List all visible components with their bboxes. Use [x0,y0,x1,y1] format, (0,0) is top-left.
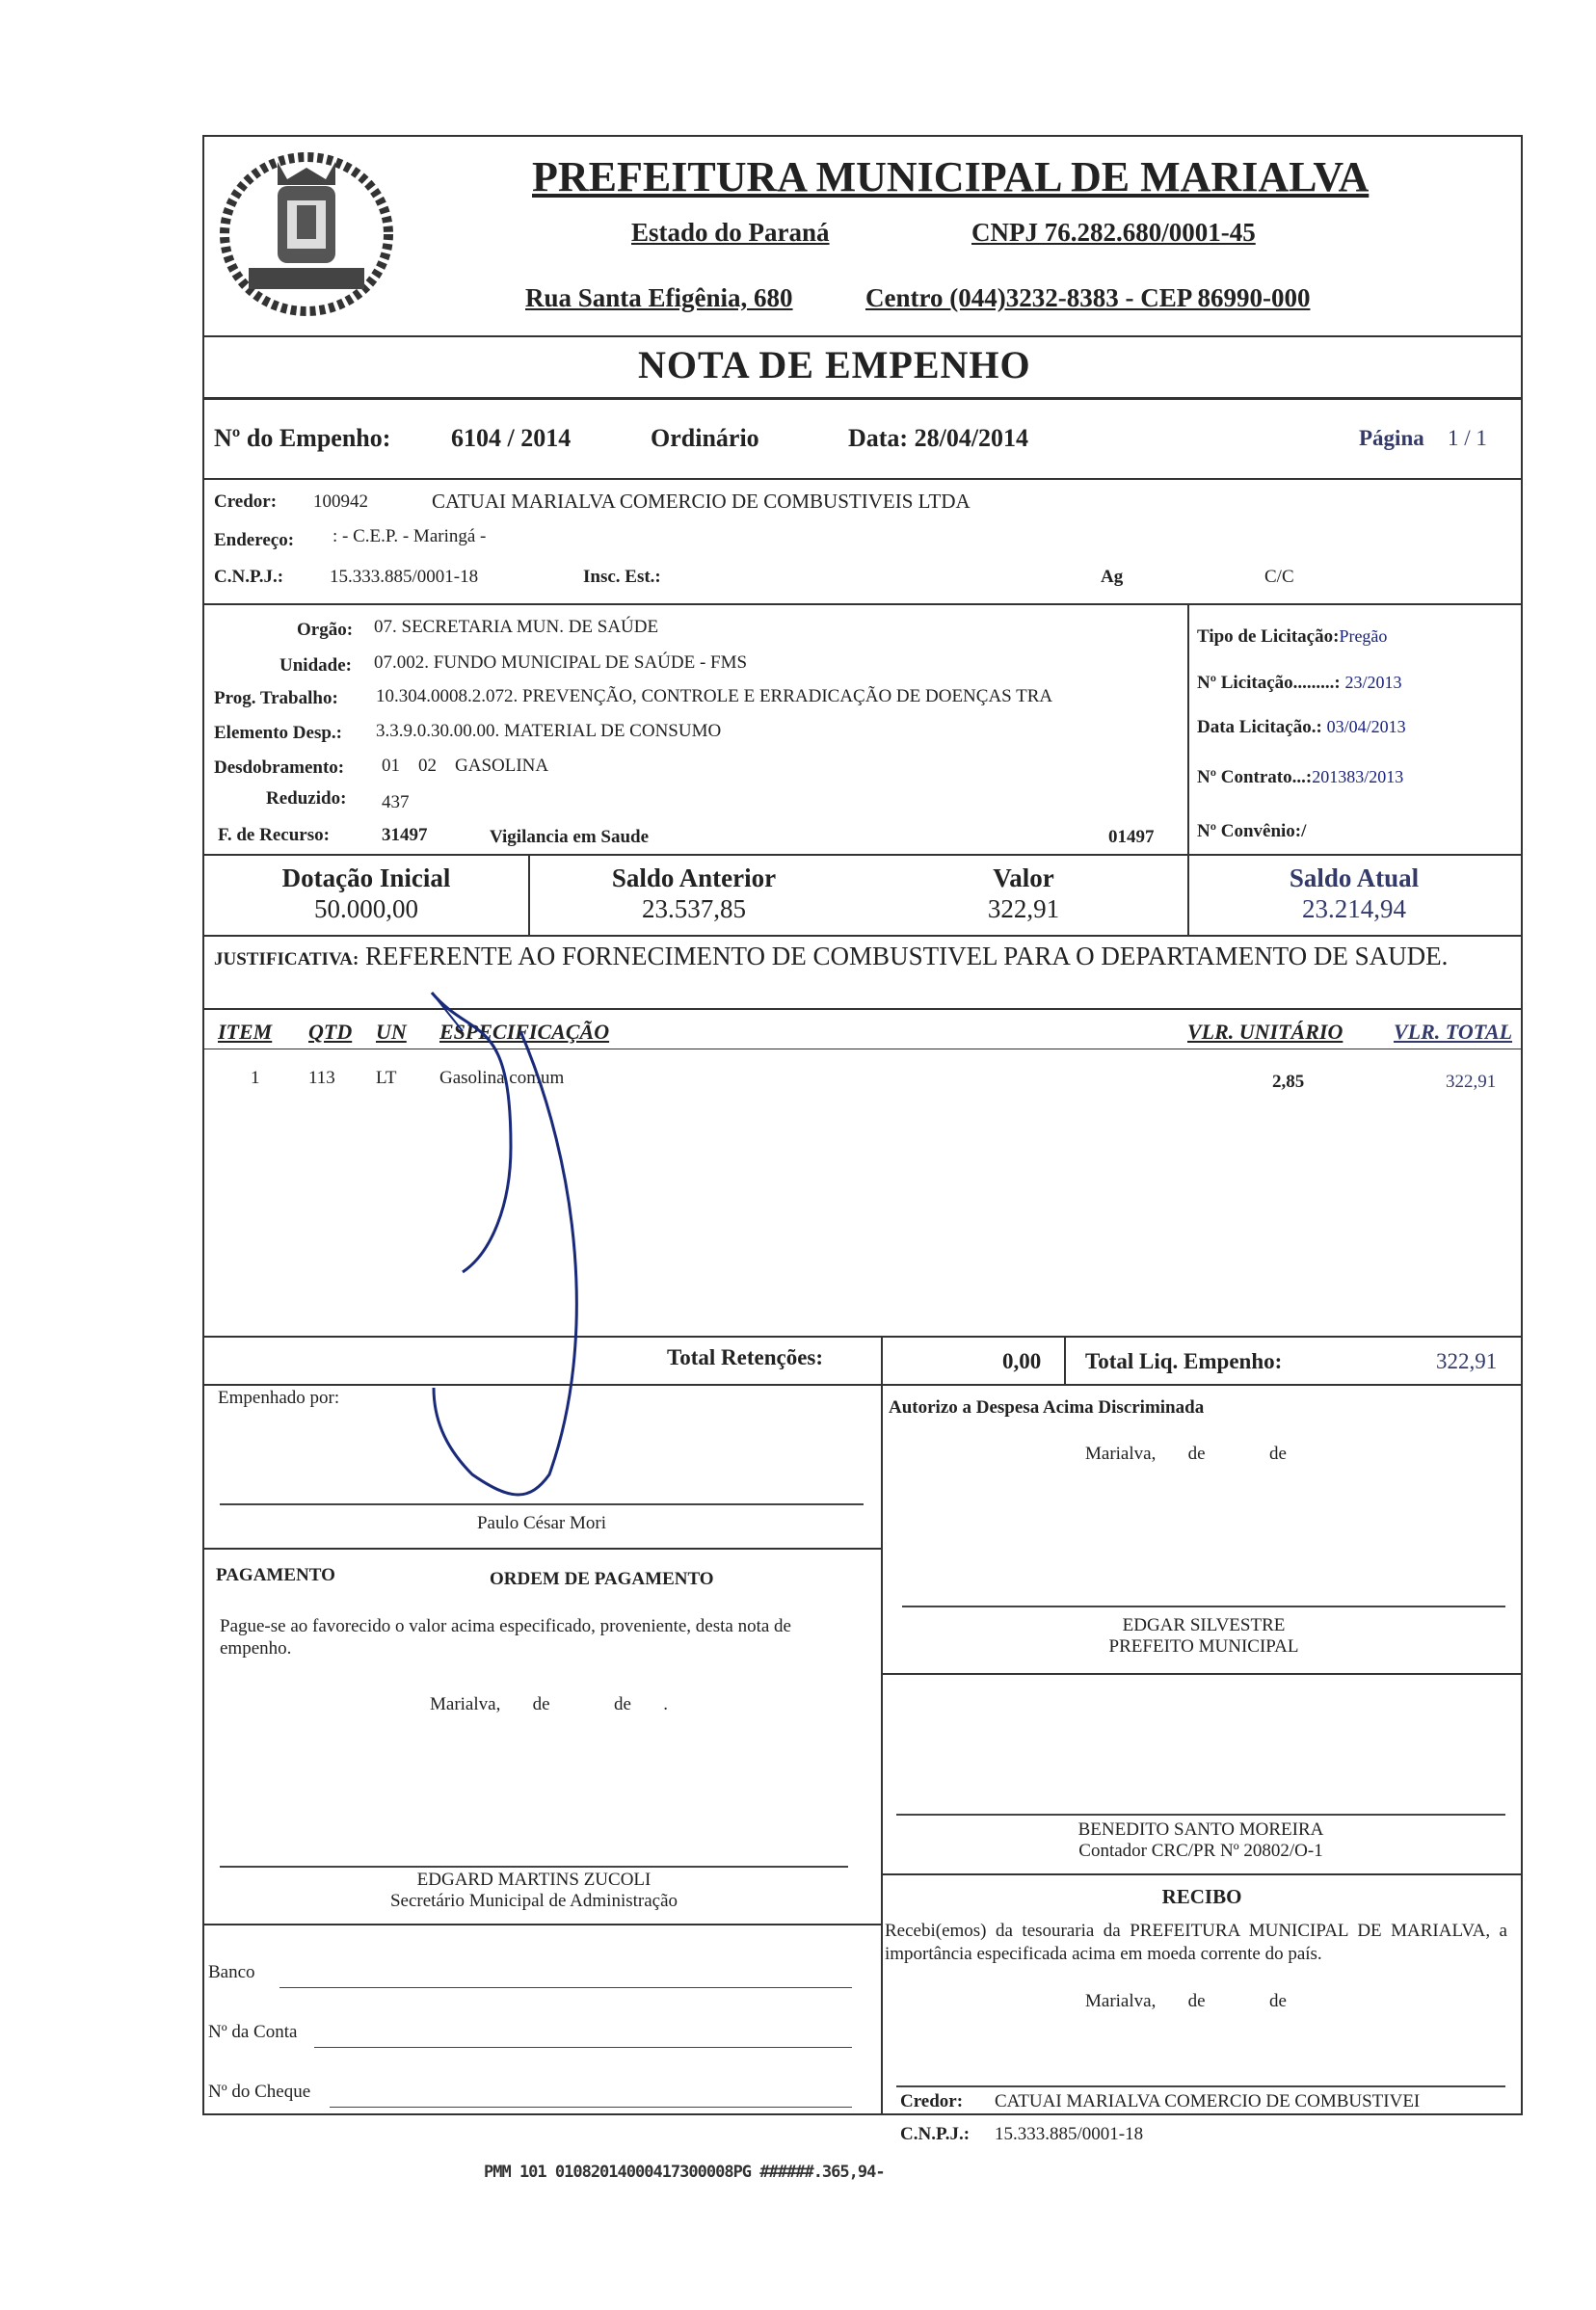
liq-value: 322,91 [1436,1349,1498,1373]
recurso-desc: Vigilancia em Saude [490,827,650,847]
address-label: Rua Santa Efigênia, 680 [525,283,793,312]
justificativa-text: REFERENTE AO FORNECIMENTO DE COMBUSTIVEL PARA O DEPARTAMENTO DE SAUDE. [365,942,1449,970]
conta-label: Nº da Conta [208,2022,298,2042]
licitacao-numero-value: 23/2013 [1344,673,1402,692]
contrato-value: 201383/2013 [1312,767,1404,786]
creditor-code: 100942 [313,491,368,512]
divider [881,1336,883,1384]
secretario-name: EDGARD MARTINS ZUCOLI [416,1870,652,1890]
document-title: NOTA DE EMPENHO [638,343,1031,386]
divider [881,1873,1523,1875]
recurso-code: 01497 [1108,827,1155,847]
empenho-type: Ordinário [651,424,759,452]
creditor-name: CATUAI MARIALVA COMERCIO DE COMBUSTIVEIS LTDA [432,490,971,513]
recibo-text: Recebi(emos) da tesouraria da PREFEITURA MUNICIPAL DE MARIALVA, a importância especificada acima em moeda corrente do país. [885,1921,1507,1964]
address-field: : - C.E.P. - Maringá - [332,526,487,546]
contador-title: Contador CRC/PR Nº 20802/O-1 [1078,1841,1323,1861]
page-label: Página [1359,426,1424,450]
divider [202,1336,1523,1338]
recibo-cnpj-label: C.N.P.J.: [900,2124,971,2144]
convenio-label: Nº Convênio:/ [1197,821,1307,841]
reduzido-value: 437 [382,792,410,812]
divider [202,397,1523,400]
contrato-text: Nº Contrato...: [1197,767,1313,787]
liq-label: Total Liq. Empenho: [1085,1349,1283,1373]
autorizo-city-date: Marialva, de de [1085,1444,1287,1464]
dotacao-label: Dotação Inicial [281,863,451,892]
pagamento-label: PAGAMENTO [216,1565,335,1585]
recurso-label: F. de Recurso: [218,825,330,845]
licitacao-tipo-text: Tipo de Licitação: [1197,626,1340,647]
recibo-credor-label: Credor: [900,2091,964,2111]
recibo-cnpj: 15.333.885/0001-18 [995,2124,1144,2144]
divider [1064,1336,1066,1384]
prefeito-name: EDGAR SILVESTRE [1122,1615,1286,1635]
insc-label: Insc. Est.: [583,567,661,587]
empenho-number: 6104 / 2014 [451,424,572,452]
saldo-atual-value: 23.214,94 [1302,894,1406,923]
row-qtd: 113 [308,1068,335,1088]
retencoes-value: 0,00 [1002,1349,1042,1373]
row-total: 322,91 [1446,1072,1497,1092]
banco-input-line[interactable] [279,1987,852,1988]
row-un: LT [376,1068,397,1088]
empenho-date: Data: 28/04/2014 [848,424,1029,452]
divider [202,935,1523,937]
divider [1187,603,1189,854]
valor-value: 322,91 [987,894,1060,923]
recibo-credor: CATUAI MARIALVA COMERCIO DE COMBUSTIVEI [995,2091,1421,2111]
page-number: 1 / 1 [1448,426,1487,450]
divider [202,603,1523,605]
row-spec: Gasolina comum [439,1068,565,1088]
empenho-number-label: Nº do Empenho: [214,424,391,452]
licitacao-tipo-value: Pregão [1339,626,1388,646]
elemento-label: Elemento Desp.: [214,723,342,743]
cheque-input-line[interactable] [330,2107,852,2108]
licitacao-tipo-label [1197,626,1387,648]
recibo-signature-line [896,2085,1505,2087]
cc-label: C/C [1264,567,1294,587]
row-unit: 2,85 [1272,1072,1305,1092]
cheque-label: Nº do Cheque [208,2082,311,2102]
cnpj-field-label: C.N.P.J.: [214,567,284,587]
footer-code: PMM 101 01082014000417300008PG ######.365,94- [484,2163,885,2182]
state-label: Estado do Paraná [631,218,830,247]
desdobramento-value: 01 02 GASOLINA [382,756,549,776]
recurso-value: 31497 [382,825,428,845]
cnpj-field: 15.333.885/0001-18 [330,567,479,587]
licitacao-numero-label [1197,673,1402,694]
contact-label: Centro (044)3232-8383 - CEP 86990-000 [865,283,1311,312]
licitacao-data-text: Data Licitação.: [1197,717,1322,737]
reduzido-label: Reduzido: [266,788,347,809]
empenhado-name: Paulo César Mori [476,1513,607,1533]
licitacao-numero-text: Nº Licitação.........: [1197,673,1341,693]
row-item: 1 [251,1068,260,1088]
handwritten-signature [405,973,655,1513]
conta-input-line[interactable] [314,2047,852,2048]
contrato-label [1197,767,1403,788]
ag-label: Ag [1101,567,1124,587]
prefeito-title: PREFEITO MUNICIPAL [1108,1636,1299,1657]
cnpj-label: CNPJ 76.282.680/0001-45 [971,218,1256,247]
prog-label: Prog. Trabalho: [214,688,338,708]
empenhado-label: Empenhado por: [218,1388,340,1408]
ordem-pagamento-label: ORDEM DE PAGAMENTO [490,1569,714,1589]
col-spec: ESPECIFICAÇÃO [439,1020,610,1044]
recibo-city-date: Marialva, de de [1085,1991,1287,2011]
dotacao-value: 50.000,00 [314,894,418,923]
divider [202,335,1523,337]
col-item: ITEM [218,1020,273,1044]
saldo-anterior-value: 23.537,85 [642,894,746,923]
contador-name: BENEDITO SANTO MOREIRA [1077,1819,1324,1840]
banco-label: Banco [208,1962,255,1982]
orgao-value: 07. SECRETARIA MUN. DE SAÚDE [374,617,659,637]
secretario-signature-line [220,1866,848,1868]
divider [202,1924,881,1925]
unidade-label: Unidade: [279,655,352,676]
creditor-label: Credor: [214,491,278,512]
prog-value: 10.304.0008.2.072. PREVENÇÃO, CONTROLE E ERRADICAÇÃO DE DOENÇAS TRA [376,686,1053,706]
desdobramento-label: Desdobramento: [214,757,345,778]
saldo-atual-label: Saldo Atual [1289,863,1420,892]
autorizo-label: Autorizo a Despesa Acima Discriminada [889,1397,1205,1418]
secretario-title: Secretário Municipal de Administração [389,1891,678,1911]
justificativa-label: JUSTIFICATIVA: [214,949,359,969]
prefeito-signature-line [902,1606,1505,1607]
valor-label: Valor [993,863,1054,892]
divider [202,478,1523,480]
col-un: UN [376,1020,407,1044]
licitacao-data-label [1197,717,1406,738]
divider [881,1384,883,2113]
col-unit: VLR. UNITÁRIO [1187,1020,1343,1044]
address-field-label: Endereço: [214,530,295,550]
col-total: VLR. TOTAL [1394,1020,1513,1044]
divider [202,1548,881,1550]
col-qtd: QTD [308,1020,353,1044]
divider [202,1008,1523,1010]
licitacao-data-value: 03/04/2013 [1326,717,1406,736]
orgao-label: Orgão: [297,620,354,640]
coat-of-arms-icon [210,143,403,326]
contador-signature-line [896,1814,1505,1816]
pagamento-city-date: Marialva, de de . [430,1694,668,1714]
saldo-anterior-label: Saldo Anterior [611,863,777,892]
recibo-title: RECIBO [1161,1885,1242,1908]
divider [202,1384,1523,1386]
divider [202,854,1523,856]
elemento-value: 3.3.9.0.30.00.00. MATERIAL DE CONSUMO [376,721,722,741]
retencoes-label: Total Retenções: [667,1345,824,1369]
pagamento-text: Pague-se ao favorecido o valor acima especificado, proveniente, desta nota de empenho. [220,1616,791,1659]
unidade-value: 07.002. FUNDO MUNICIPAL DE SAÚDE - FMS [374,652,748,673]
justificativa [214,941,1505,975]
divider [881,1673,1523,1675]
page-title: PREFEITURA MUNICIPAL DE MARIALVA [532,153,1370,200]
